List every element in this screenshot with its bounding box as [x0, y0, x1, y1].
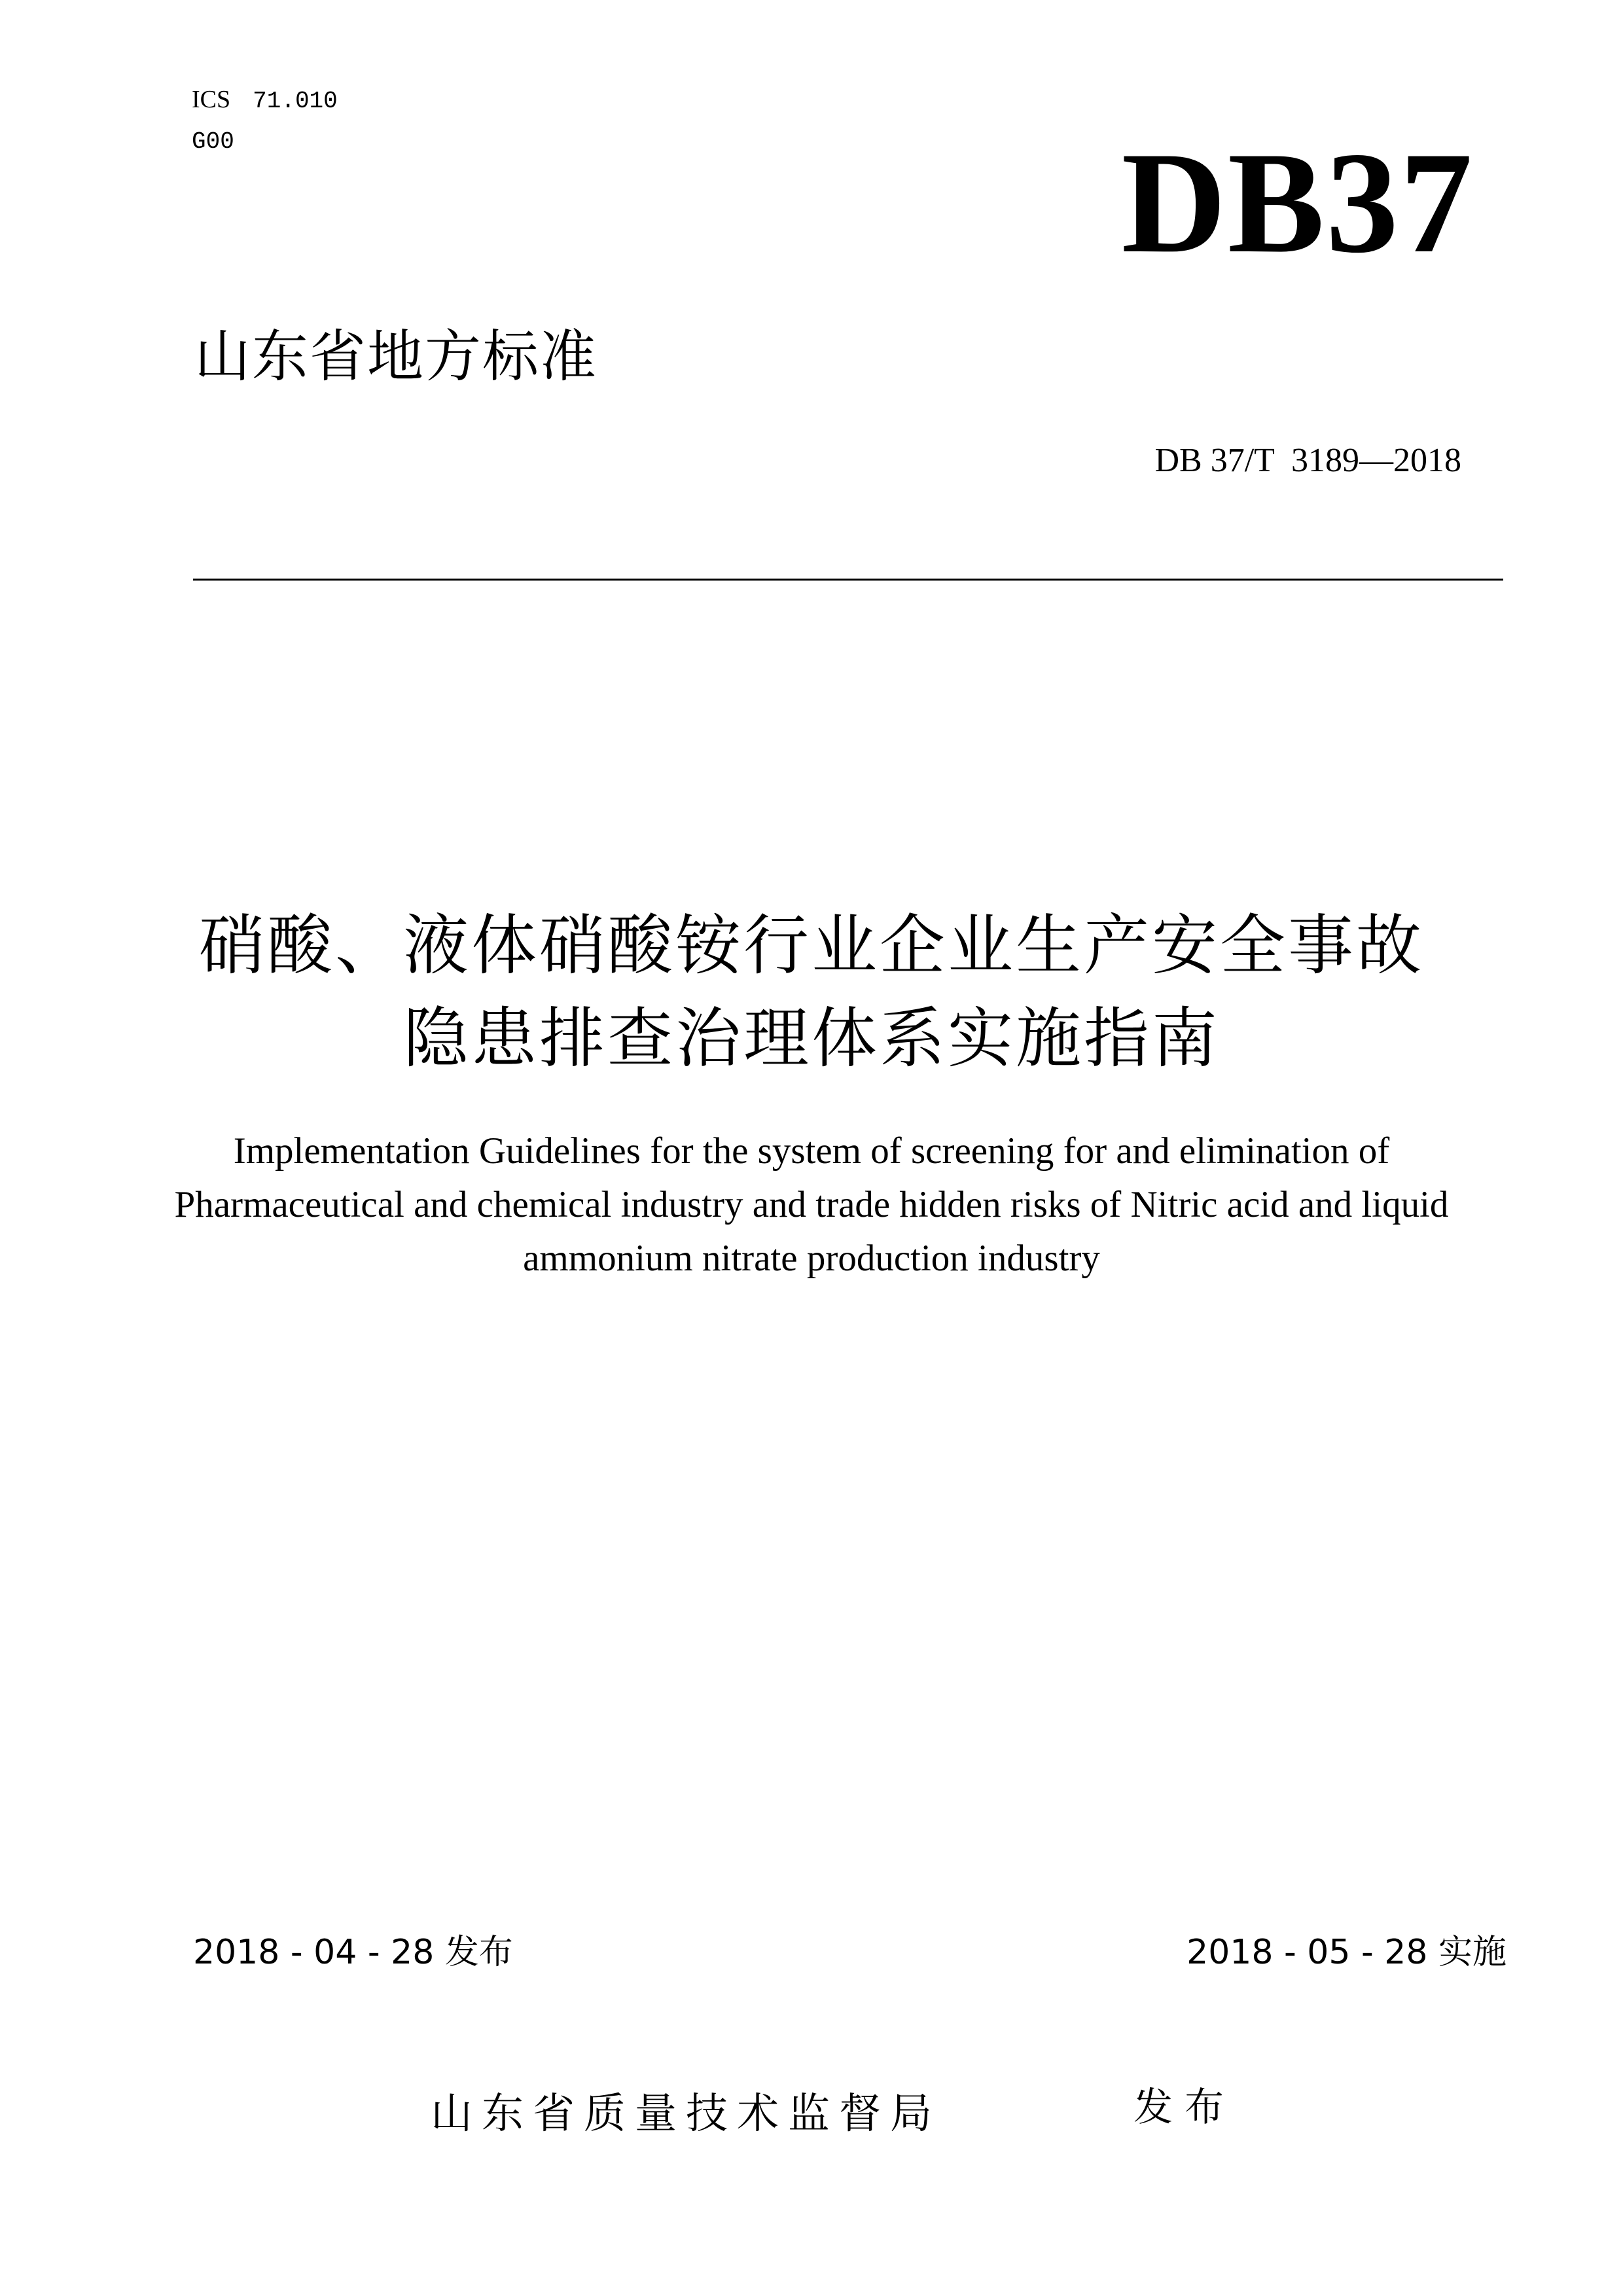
header-divider	[193, 579, 1503, 581]
title-zh-line-1: 硝酸、液体硝酸铵行业企业生产安全事故	[199, 907, 1424, 984]
title-en-line-3: ammonium nitrate production industry	[523, 1238, 1100, 1279]
title-zh-line-2: 隐患排查治理体系实施指南	[403, 1000, 1220, 1077]
title-en-line-1: Implementation Guidelines for the system of screening for and elimination of	[233, 1130, 1390, 1172]
standard-type: 山东省地方标准	[194, 324, 597, 389]
ics-number: 71.010	[253, 88, 338, 115]
db-mark: DB37	[1121, 122, 1474, 283]
publish-label: 发布	[1133, 2085, 1236, 2130]
issue-date: 2018 - 04 - 28 发布	[193, 1933, 513, 1972]
standard-code: DB 37/T 3189—2018	[1154, 442, 1461, 479]
title-en-line-2: Pharmaceutical and chemical industry and trade hidden risks of Nitric acid and liquid	[174, 1184, 1449, 1225]
implementation-date: 2018 - 05 - 28 实施	[1186, 1933, 1507, 1972]
issuing-authority: 山东省质量技术监督局	[431, 2090, 941, 2138]
ccs-code: G00	[192, 128, 234, 155]
ics-label: ICS	[192, 86, 231, 113]
ics-classification	[192, 84, 338, 117]
